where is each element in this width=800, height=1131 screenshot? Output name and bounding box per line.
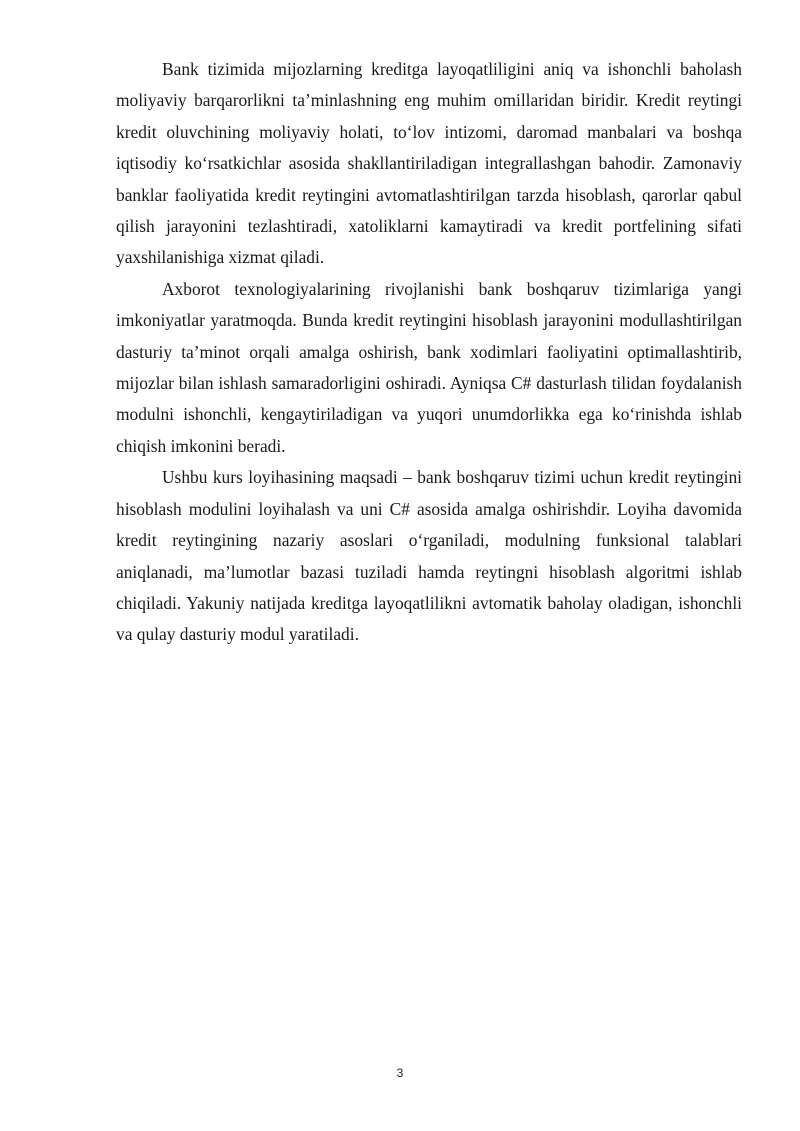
- paragraph-3: Ushbu kurs loyihasining maqsadi – bank boshqaruv tizimi uchun kredit reytingini hisoblash modulini loyihalash va uni C# asosida amalga oshirishdir. Loyiha davomida kredit reytingining nazariy asoslari o‘rganiladi, modulning funksional talablari aniqlanadi, ma’lumotlar bazasi tuziladi hamda reytingni hisoblash algoritmi ishlab chiqiladi. Yakuniy natijada kreditga layoqatlilikni avtomatik baholay oladigan, ishonchli va qulay dasturiy modul yaratiladi.: [116, 467, 742, 645]
- page-number: 3: [396, 1066, 404, 1080]
- paragraph-2: Axborot texnologiyalarining rivojlanishi bank boshqaruv tizimlariga yangi imkoniyatlar yaratmoqda. Bunda kredit reytingini hisoblash jarayonini modullashtirilgan dasturiy ta’minot orqali amalga oshirish, bank xodimlari faoliyatini optimallashtirib, mijozlar bilan ishlash samaradorligini oshiradi. Ayniqsa C# dasturlash tilidan foydalanish modulni ishonchli, kengaytiriladigan va yuqori unumdorlikka ega ko‘rinishda ishlab chiqish imkonini beradi.: [116, 278, 742, 456]
- body-text: [116, 54, 742, 651]
- paragraph-1: Bank tizimida mijozlarning kreditga layoqatliligini aniq va ishonchli baholash moliyaviy barqarorlikni ta’minlashning eng muhim omillaridan biridir. Kredit reytingi kredit oluvchining moliyaviy holati, to‘lov intizomi, daromad manbalari va boshqa iqtisodiy ko‘rsatkichlar asosida shakllantiriladigan integrallashgan bahodir. Zamonaviy banklar faoliyatida kredit reytingini avtomatlashtirilgan tarzda hisoblash, qarorlar qabul qilish jarayonini tezlashtiradi, xatoliklarni kamaytiradi va kredit portfelining sifati yaxshilanishiga xizmat qiladi.: [116, 59, 742, 268]
